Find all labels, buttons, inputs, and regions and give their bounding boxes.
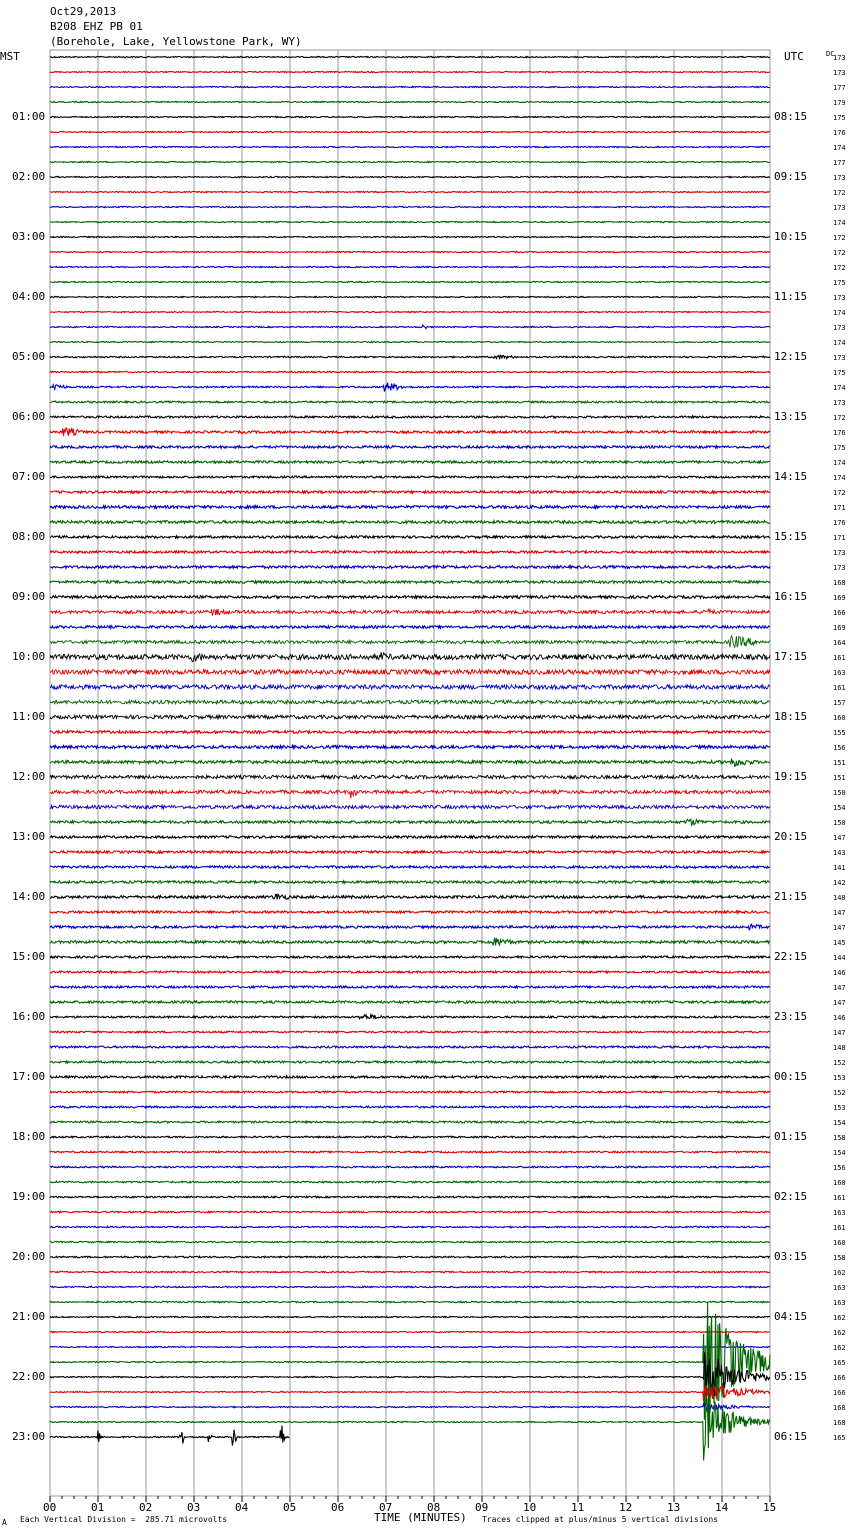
dc-offset-value: 161 <box>833 1224 846 1232</box>
trace-line <box>50 416 770 418</box>
dc-offset-value: 177 <box>833 159 846 167</box>
trace-line <box>50 685 770 689</box>
x-tick-label: 00 <box>43 1501 57 1514</box>
dc-offset-value: 173 <box>833 294 846 302</box>
dc-offset-value: 163 <box>833 1299 846 1307</box>
dc-offset-value: 150 <box>833 789 846 797</box>
dc-offset-value: 172 <box>833 414 846 422</box>
utc-hour-label: 11:15 <box>774 290 808 303</box>
trace-line <box>50 461 770 463</box>
trace-line <box>50 1091 770 1093</box>
trace-line <box>50 881 770 883</box>
x-tick-label: 08 <box>427 1501 441 1514</box>
dc-offset-value: 156 <box>833 1164 846 1172</box>
footer-clip: Traces clipped at plus/minus 5 vertical divisions <box>482 1515 719 1524</box>
trace-line <box>50 281 770 282</box>
mst-hour-label: 05:00 <box>12 350 46 363</box>
header-date: Oct29,2013 <box>50 5 117 18</box>
utc-hour-label: 13:15 <box>774 410 808 423</box>
dc-offset-value: 174 <box>833 309 846 317</box>
dc-offset-value: 150 <box>833 819 846 827</box>
utc-hour-label: 02:15 <box>774 1190 808 1203</box>
trace-line <box>50 1031 770 1033</box>
dc-offset-value: 160 <box>833 714 846 722</box>
dc-offset-value: 168 <box>833 1419 846 1427</box>
trace-line <box>50 715 770 719</box>
mst-hour-label: 10:00 <box>12 650 46 663</box>
trace-line <box>50 1196 770 1198</box>
trace-line <box>50 371 770 372</box>
dc-offset-value: 156 <box>833 744 846 752</box>
dc-offset-value: 161 <box>833 654 846 662</box>
dc-offset-value: 157 <box>833 699 846 707</box>
dc-offset-value: 168 <box>833 579 846 587</box>
utc-hour-label: 12:15 <box>774 350 808 363</box>
dc-offset-value: 172 <box>833 489 846 497</box>
trace-line <box>50 790 770 798</box>
trace-line <box>50 251 770 252</box>
mst-hour-label: 02:00 <box>12 170 46 183</box>
trace-line <box>50 670 770 675</box>
dc-offset-value: 173 <box>833 204 846 212</box>
x-tick-label: 15 <box>763 1501 777 1514</box>
trace-line <box>50 191 770 192</box>
mst-hour-label: 14:00 <box>12 890 46 903</box>
trace-line <box>50 1166 770 1168</box>
mst-hour-label: 18:00 <box>12 1130 46 1143</box>
trace-line <box>50 1241 770 1242</box>
trace-line <box>50 1151 770 1153</box>
mst-hour-label: 20:00 <box>12 1250 46 1263</box>
dc-offset-value: 154 <box>833 804 846 812</box>
trace-line <box>50 636 770 647</box>
utc-hour-label: 08:15 <box>774 110 808 123</box>
trace-line <box>50 1346 770 1347</box>
dc-offset-value: 148 <box>833 894 846 902</box>
x-tick-label: 12 <box>619 1501 633 1514</box>
dc-offset-value: 153 <box>833 1074 846 1082</box>
mst-hour-label: 22:00 <box>12 1370 46 1383</box>
trace-line <box>50 506 770 509</box>
trace-line <box>50 1316 770 1317</box>
dc-offset-value: 166 <box>833 609 846 617</box>
utc-hour-label: 23:15 <box>774 1010 808 1023</box>
trace-line <box>50 521 770 524</box>
dc-offset-value: 151 <box>833 759 846 767</box>
trace-line <box>50 986 770 988</box>
x-tick-label: 07 <box>379 1501 393 1514</box>
trace-line <box>50 383 770 392</box>
trace-line <box>50 296 770 297</box>
utc-hour-label: 15:15 <box>774 530 808 543</box>
trace-line <box>50 325 770 329</box>
mst-hour-label: 04:00 <box>12 290 46 303</box>
trace-line <box>50 476 770 478</box>
dc-offset-value: 162 <box>833 1329 846 1337</box>
dc-offset-value: 174 <box>833 459 846 467</box>
trace-line <box>50 221 770 222</box>
trace-line <box>50 924 770 930</box>
utc-hour-label: 10:15 <box>774 230 808 243</box>
trace-line <box>50 731 770 734</box>
dc-offset-value: 147 <box>833 984 846 992</box>
dc-offset-value: 147 <box>833 909 846 917</box>
utc-hour-label: 04:15 <box>774 1310 808 1323</box>
dc-offset-value: 173 <box>833 564 846 572</box>
dc-offset-value: 173 <box>833 549 846 557</box>
mst-hour-label: 12:00 <box>12 770 46 783</box>
mst-hour-label: 16:00 <box>12 1010 46 1023</box>
dc-offset-value: 175 <box>833 279 846 287</box>
dc-offset-value: 173 <box>833 324 846 332</box>
mst-hour-label: 19:00 <box>12 1190 46 1203</box>
dc-offset-value: 171 <box>833 534 846 542</box>
trace-line <box>50 1393 770 1460</box>
header-location: (Borehole, Lake, Yellowstone Park, WY) <box>50 35 302 48</box>
x-tick-label: 09 <box>475 1501 489 1514</box>
utc-hour-label: 06:15 <box>774 1430 808 1443</box>
dc-offset-value: 141 <box>833 864 846 872</box>
dc-offset-value: 176 <box>833 129 846 137</box>
dc-offset-value: 166 <box>833 1389 846 1397</box>
trace-line <box>50 652 770 662</box>
trace-line <box>50 341 770 342</box>
dc-offset-value: 155 <box>833 729 846 737</box>
trace-line <box>50 1211 770 1213</box>
trace-line <box>50 581 770 584</box>
trace-line <box>50 1302 770 1420</box>
trace-line <box>50 866 770 868</box>
trace-line <box>50 1181 770 1183</box>
utc-hour-label: 21:15 <box>774 890 808 903</box>
utc-hour-label: 05:15 <box>774 1370 808 1383</box>
utc-hour-label: 14:15 <box>774 470 808 483</box>
trace-line <box>50 775 770 778</box>
trace-line <box>50 626 770 629</box>
dc-offset-value: 172 <box>833 189 846 197</box>
dc-header: DC <box>826 50 835 58</box>
trace-line <box>50 71 770 72</box>
trace-line <box>50 746 770 749</box>
trace-line <box>50 161 770 162</box>
utc-hour-label: 17:15 <box>774 650 808 663</box>
trace-line <box>50 206 770 207</box>
trace-line <box>50 101 770 102</box>
trace-line <box>50 355 770 359</box>
dc-offset-value: 174 <box>833 339 846 347</box>
dc-offset-value: 146 <box>833 969 846 977</box>
dc-offset-value: 147 <box>833 1029 846 1037</box>
utc-hour-label: 20:15 <box>774 830 808 843</box>
dc-offset-value: 174 <box>833 474 846 482</box>
mst-hour-label: 03:00 <box>12 230 46 243</box>
trace-line <box>50 1015 770 1019</box>
dc-offset-value: 143 <box>833 849 846 857</box>
trace-line <box>50 938 770 946</box>
dc-offset-value: 146 <box>833 1014 846 1022</box>
trace-line <box>50 536 770 538</box>
trace-line <box>50 836 770 838</box>
dc-offset-value: 145 <box>833 939 846 947</box>
dc-offset-value: 166 <box>833 1374 846 1382</box>
utc-hour-label: 03:15 <box>774 1250 808 1263</box>
mst-hour-label: 11:00 <box>12 710 46 723</box>
dc-offset-value: 152 <box>833 1059 846 1067</box>
dc-offset-value: 160 <box>833 1239 846 1247</box>
mst-hour-label: 07:00 <box>12 470 46 483</box>
dc-offset-value: 151 <box>833 774 846 782</box>
dc-offset-value: 172 <box>833 234 846 242</box>
trace-line <box>50 446 770 448</box>
mst-hour-label: 01:00 <box>12 110 46 123</box>
trace-line <box>50 700 770 704</box>
trace-line <box>50 956 770 958</box>
dc-offset-value: 164 <box>833 639 846 647</box>
trace-line <box>50 1271 770 1272</box>
mst-hour-label: 06:00 <box>12 410 46 423</box>
dc-offset-value: 172 <box>833 249 846 257</box>
trace-line <box>50 491 770 493</box>
dc-offset-value: 165 <box>833 1359 846 1367</box>
dc-offset-value: 176 <box>833 519 846 527</box>
dc-offset-value: 174 <box>833 384 846 392</box>
trace-line <box>50 1331 770 1332</box>
trace-line <box>50 1061 770 1063</box>
utc-axis-label: UTC <box>784 50 804 63</box>
header-station: B208 EHZ PB 01 <box>50 20 143 33</box>
dc-offset-value: 144 <box>833 954 846 962</box>
mst-hour-label: 09:00 <box>12 590 46 603</box>
trace-line <box>50 311 770 312</box>
x-tick-label: 02 <box>139 1501 153 1514</box>
trace-line <box>50 401 770 403</box>
dc-offset-value: 175 <box>833 369 846 377</box>
dc-offset-value: 173 <box>833 399 846 407</box>
trace-line <box>50 819 770 825</box>
trace-line <box>50 1226 770 1227</box>
trace-line <box>50 566 770 569</box>
dc-offset-value: 163 <box>833 669 846 677</box>
dc-offset-value: 177 <box>833 84 846 92</box>
dc-offset-value: 147 <box>833 924 846 932</box>
trace-line <box>50 971 770 973</box>
mst-hour-label: 13:00 <box>12 830 46 843</box>
trace-line <box>50 1301 770 1302</box>
utc-hour-label: 01:15 <box>774 1130 808 1143</box>
trace-line <box>50 176 770 177</box>
dc-offset-value: 154 <box>833 1149 846 1157</box>
trace-line <box>50 805 770 808</box>
x-axis-title: TIME (MINUTES) <box>374 1511 467 1524</box>
dc-offset-value: 160 <box>833 1179 846 1187</box>
footer-scale: Each Vertical Division = 285.71 microvolts <box>20 1515 228 1524</box>
trace-line <box>50 609 770 616</box>
dc-offset-value: 165 <box>833 1434 846 1442</box>
trace-line <box>50 1385 770 1402</box>
dc-offset-value: 173 <box>833 354 846 362</box>
dc-offset-value: 174 <box>833 144 846 152</box>
x-tick-label: 11 <box>571 1501 585 1514</box>
dc-offset-value: 161 <box>833 1194 846 1202</box>
dc-offset-value: 169 <box>833 594 846 602</box>
dc-offset-value: 147 <box>833 999 846 1007</box>
x-tick-label: 01 <box>91 1501 105 1514</box>
x-tick-label: 10 <box>523 1501 537 1514</box>
utc-hour-label: 16:15 <box>774 590 808 603</box>
trace-line <box>50 911 770 913</box>
x-tick-label: 03 <box>187 1501 201 1514</box>
mst-hour-label: 08:00 <box>12 530 46 543</box>
trace-line <box>50 596 770 599</box>
dc-offset-value: 175 <box>833 444 846 452</box>
utc-hour-label: 18:15 <box>774 710 808 723</box>
utc-hour-label: 22:15 <box>774 950 808 963</box>
dc-offset-value: 163 <box>833 1209 846 1217</box>
utc-hour-label: 00:15 <box>774 1070 808 1083</box>
dc-offset-value: 163 <box>833 1284 846 1292</box>
dc-offset-value: 162 <box>833 1269 846 1277</box>
trace-line <box>50 1352 770 1404</box>
trace-line <box>50 1286 770 1287</box>
dc-offset-value: 173 <box>833 54 846 62</box>
x-tick-label: 05 <box>283 1501 297 1514</box>
dc-offset-value: 161 <box>833 684 846 692</box>
trace-line <box>50 1404 770 1411</box>
dc-offset-value: 148 <box>833 1044 846 1052</box>
dc-offset-value: 179 <box>833 99 846 107</box>
dc-offset-value: 169 <box>833 624 846 632</box>
dc-offset-value: 162 <box>833 1344 846 1352</box>
dc-offset-value: 153 <box>833 1104 846 1112</box>
trace-line <box>50 1106 770 1108</box>
trace-line <box>50 1076 770 1078</box>
dc-offset-value: 147 <box>833 834 846 842</box>
trace-line <box>50 146 770 147</box>
trace-line <box>50 894 770 899</box>
trace-line <box>50 116 770 117</box>
x-tick-label: 04 <box>235 1501 249 1514</box>
mst-axis-label: MST <box>0 50 20 63</box>
dc-offset-value: 162 <box>833 1314 846 1322</box>
footer-mark: A <box>2 1518 7 1527</box>
trace-line <box>50 759 770 767</box>
utc-hour-label: 19:15 <box>774 770 808 783</box>
trace-line <box>50 86 770 87</box>
dc-offset-value: 171 <box>833 504 846 512</box>
trace-line <box>50 428 770 436</box>
mst-hour-label: 23:00 <box>12 1430 46 1443</box>
dc-offset-value: 168 <box>833 1404 846 1412</box>
trace-line <box>50 851 770 853</box>
mst-hour-label: 17:00 <box>12 1070 46 1083</box>
dc-offset-value: 173 <box>833 174 846 182</box>
trace-line <box>50 551 770 553</box>
trace-line <box>50 131 770 132</box>
dc-offset-value: 175 <box>833 114 846 122</box>
dc-offset-value: 142 <box>833 879 846 887</box>
dc-offset-value: 174 <box>833 219 846 227</box>
trace-line <box>50 1136 770 1138</box>
trace-line <box>50 1001 770 1003</box>
dc-offset-value: 158 <box>833 1254 846 1262</box>
mst-hour-label: 21:00 <box>12 1310 46 1323</box>
trace-line <box>50 1046 770 1048</box>
trace-line <box>50 266 770 267</box>
x-tick-label: 06 <box>331 1501 345 1514</box>
utc-hour-label: 09:15 <box>774 170 808 183</box>
dc-offset-value: 176 <box>833 429 846 437</box>
trace-line <box>50 236 770 237</box>
dc-offset-value: 158 <box>833 1134 846 1142</box>
dc-offset-value: 152 <box>833 1089 846 1097</box>
trace-line <box>50 1426 289 1446</box>
dc-offset-value: 154 <box>833 1119 846 1127</box>
trace-line <box>50 1256 770 1258</box>
dc-offset-value: 173 <box>833 69 846 77</box>
trace-line <box>50 56 770 57</box>
mst-hour-label: 15:00 <box>12 950 46 963</box>
trace-line <box>50 1121 770 1123</box>
dc-offset-value: 172 <box>833 264 846 272</box>
x-tick-label: 13 <box>667 1501 681 1514</box>
x-tick-label: 14 <box>715 1501 729 1514</box>
